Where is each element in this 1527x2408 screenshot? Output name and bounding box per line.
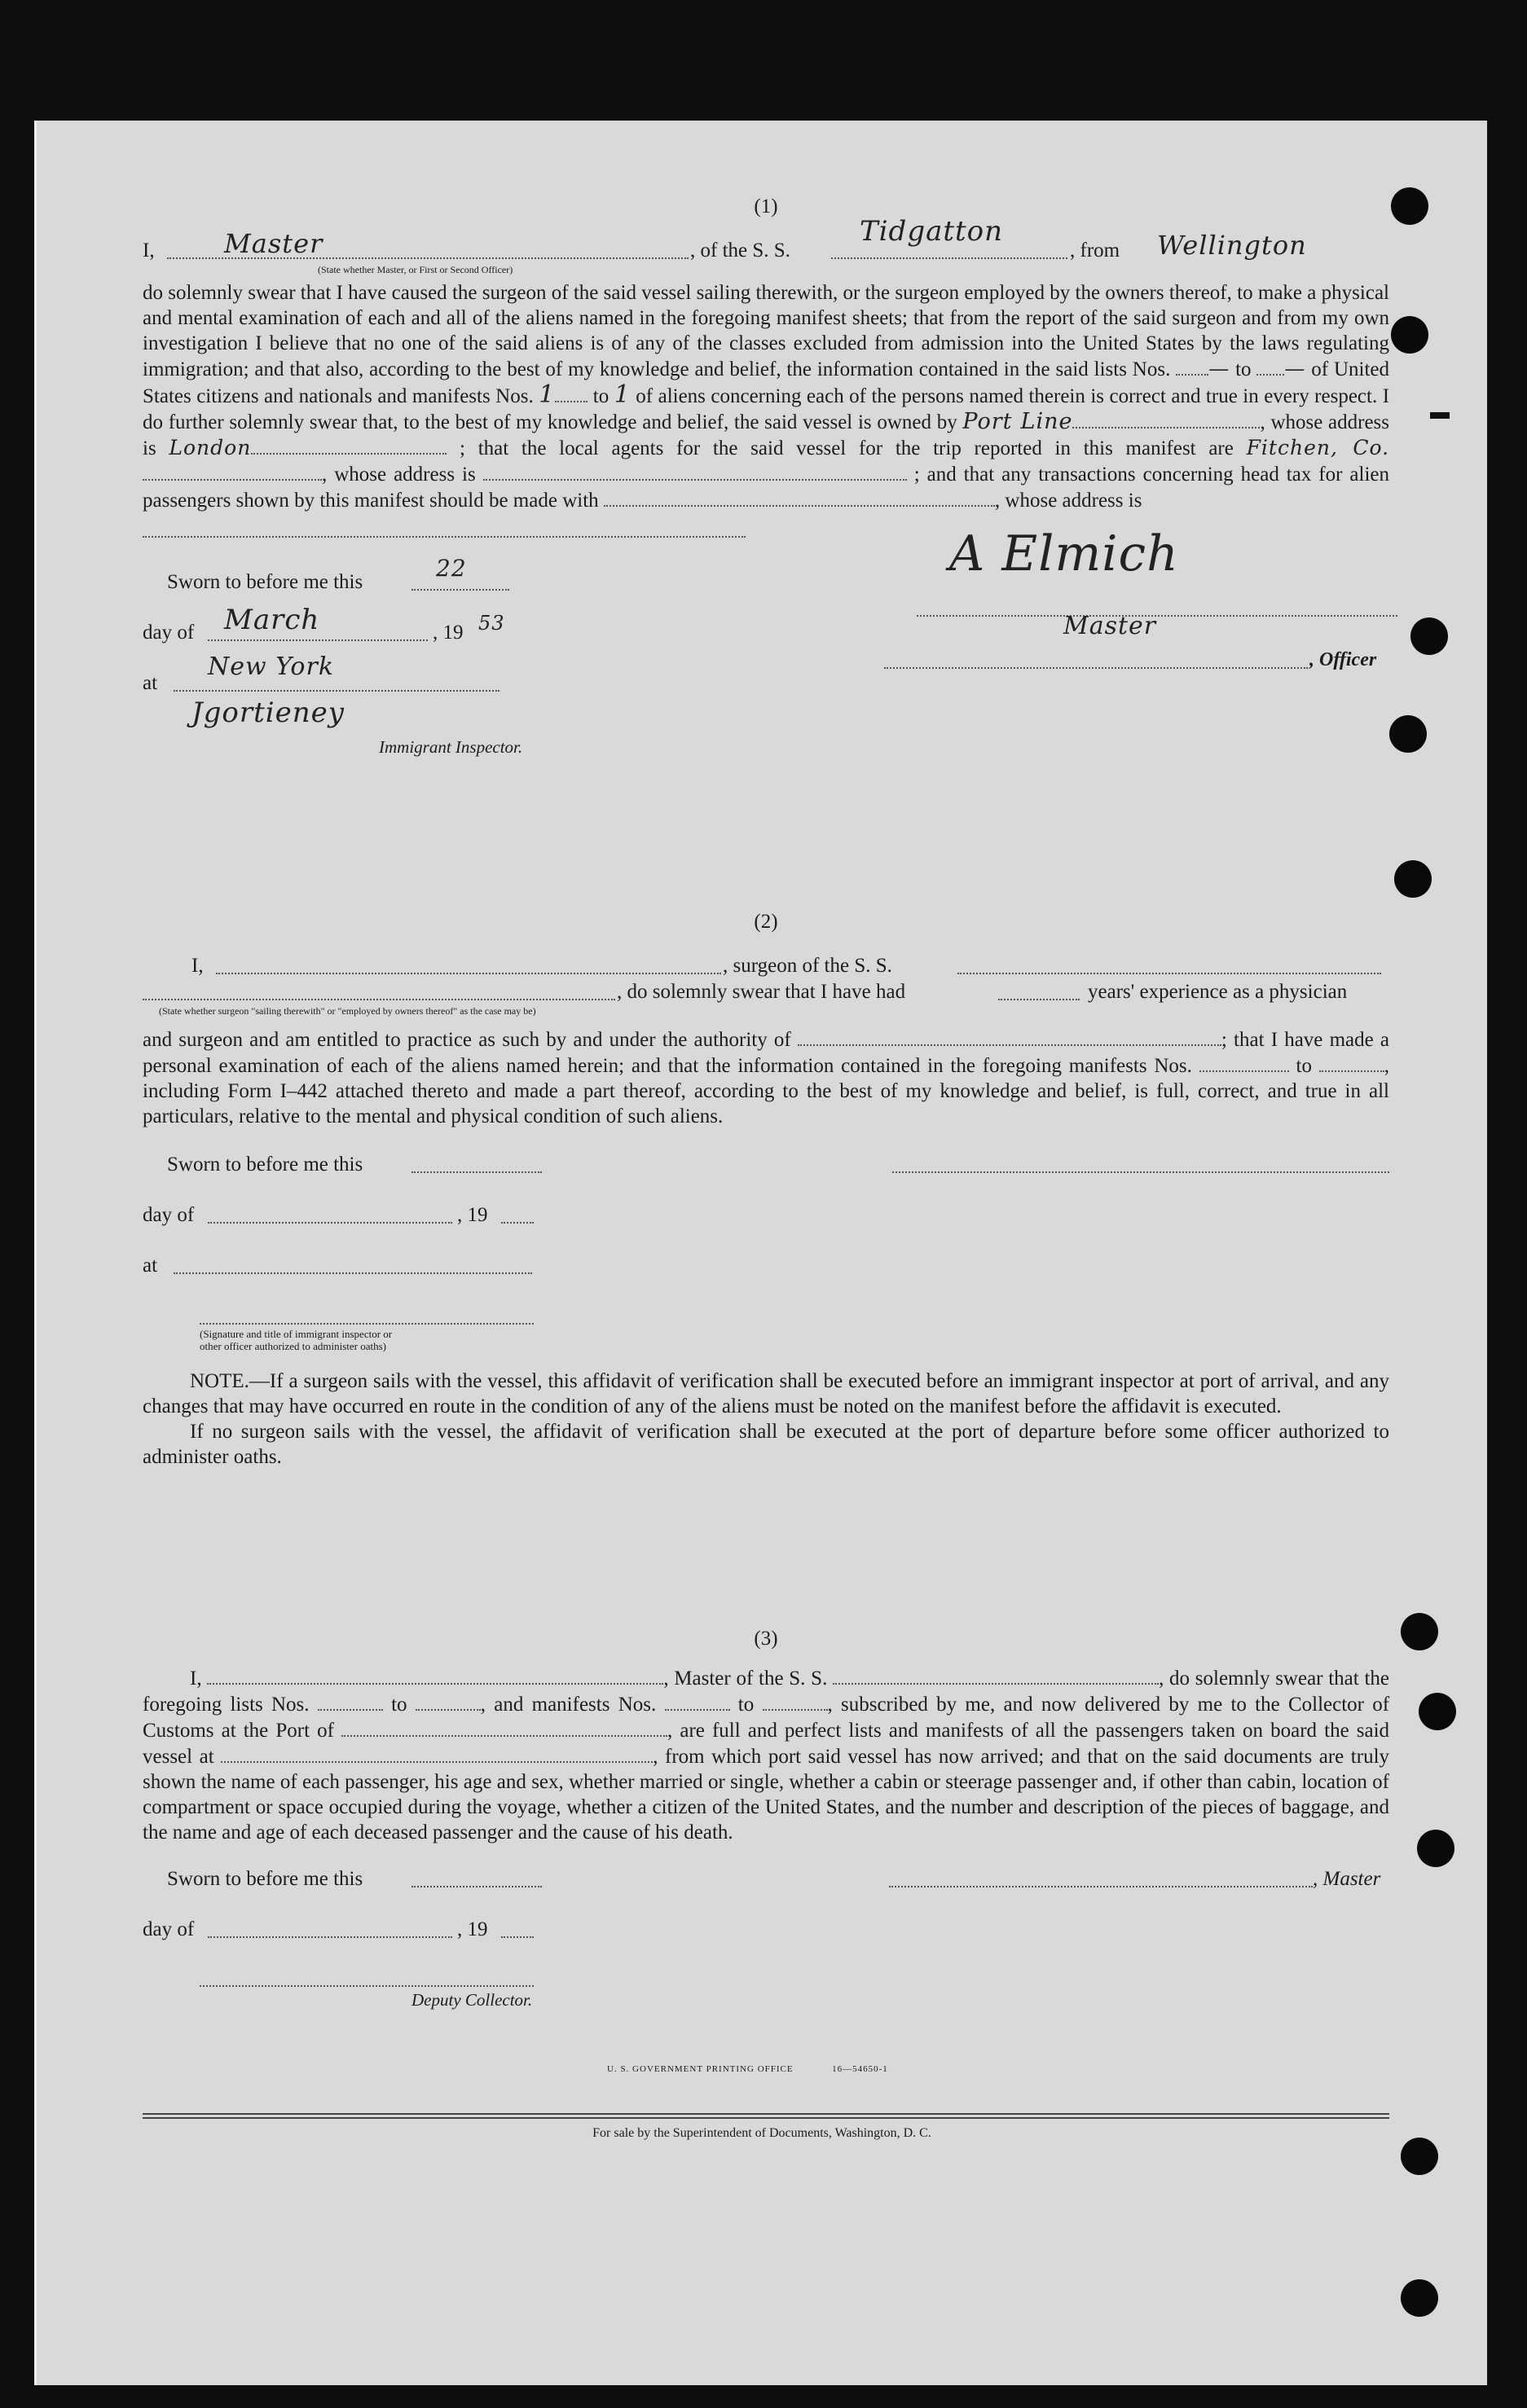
punch-hole bbox=[1391, 187, 1428, 225]
deputy-caption: Deputy Collector. bbox=[411, 1990, 533, 2010]
years-experience-label: , do solemnly swear that I have had bbox=[617, 981, 906, 1003]
to-label: to bbox=[592, 385, 609, 407]
note-heading: NOTE. bbox=[190, 1370, 249, 1392]
punch-hole bbox=[1389, 715, 1427, 753]
gpo-text: U. S. GOVERNMENT PRINTING OFFICE bbox=[607, 2064, 794, 2074]
sworn-label: Sworn to before me this bbox=[167, 1868, 363, 1890]
sale-notice: For sale by the Superintendent of Documents, Washington, D. C. bbox=[592, 2126, 931, 2140]
master-name-blank[interactable] bbox=[207, 1665, 663, 1685]
body-text: , and manifests Nos. bbox=[480, 1694, 657, 1716]
lists-from-value: — bbox=[1208, 357, 1230, 380]
surgeon-ship-blank[interactable] bbox=[957, 955, 1381, 974]
punch-hole bbox=[1401, 1613, 1438, 1650]
year-blank[interactable] bbox=[501, 1918, 534, 1938]
note-text: —If a surgeon sails with the vessel, this affidavit of verification shall be executed before an immigrant inspector at port of arrival, and any changes that may have occurred en route in the condition of any of the aliens must be noted on the manifest before the affidavit is executed. bbox=[143, 1370, 1389, 1417]
owner-handwriting: Port Line bbox=[962, 409, 1073, 434]
manifest-to-blank[interactable] bbox=[1319, 1052, 1384, 1072]
body-text: swear that the foregoing lists Nos. bbox=[143, 1668, 1389, 1716]
lists-to-blank[interactable] bbox=[1256, 356, 1284, 376]
body-text: that I have made a personal examination of each of the aliens named herein; and that the information contained in the foregoing manifests Nos. bbox=[143, 1029, 1389, 1077]
owner-address-label: , whose address is bbox=[143, 411, 1390, 459]
inspector-caption: Immigrant Inspector. bbox=[379, 737, 523, 757]
lists-to-blank[interactable] bbox=[416, 1691, 481, 1711]
body-text: manifests of all the passengers taken on board the said vessel at bbox=[143, 1720, 1390, 1768]
ship-blank[interactable] bbox=[833, 1665, 1159, 1685]
month-blank[interactable] bbox=[208, 1918, 452, 1938]
manifest-from-blank[interactable] bbox=[1199, 1052, 1289, 1072]
body-text: of United States citizens and nationals and manifests Nos. bbox=[143, 358, 1390, 407]
of-ss-label: , of the S. S. bbox=[690, 239, 790, 261]
agents-handwriting: Fitchen, Co. bbox=[1246, 436, 1390, 459]
punch-hole bbox=[1419, 1693, 1456, 1730]
gpo-imprint bbox=[607, 2064, 888, 2074]
note-paragraph bbox=[143, 1419, 1389, 1470]
to-label: to bbox=[1235, 358, 1252, 380]
body-text: , including Form I–442 attached thereto and made a part thereof, according to the best of my knowledge and belief, is full, correct, and true in all particulars, relative to the mental and physical condition of such aliens. bbox=[143, 1055, 1390, 1127]
whose-address-label: , whose address is bbox=[994, 490, 1142, 512]
at-label: at bbox=[143, 1255, 158, 1277]
punch-hole bbox=[1401, 2138, 1438, 2175]
year-label: , 19 bbox=[457, 1204, 488, 1226]
to-label: to bbox=[737, 1694, 755, 1716]
manifest-from-blank[interactable] bbox=[555, 383, 587, 402]
signature-rank-handwriting: Master bbox=[1063, 612, 1157, 640]
body-text: of aliens concerning each of the persons named therein is correct and true in every respect. I do further solemnly swear that, to the best of my knowledge and belief, the said vessel is owned by bbox=[143, 385, 1390, 433]
port-blank[interactable] bbox=[341, 1717, 667, 1737]
punch-hole bbox=[1391, 316, 1428, 354]
body-text: delivered by me to the Collector of Customs at the Port of bbox=[143, 1694, 1390, 1742]
day-of-label: day of bbox=[143, 1204, 195, 1226]
i-label: I, bbox=[191, 955, 204, 977]
day-of-label: day of bbox=[143, 622, 195, 644]
body-text: , subscribed by me, and now bbox=[827, 1694, 1076, 1716]
i-label: I, bbox=[190, 1668, 202, 1690]
section-number: (1) bbox=[754, 196, 778, 218]
master-signature-line[interactable] bbox=[889, 1868, 1313, 1887]
body-text: port said vessel has now arrived; and that on the said documents are truly shown the name of each passenger, his age and sex, whether married or single, whether a cabin or steerage passenger and, if other than cabin, location of compartment or space occupied during the voyage, whether a citizen of the United States, and the number and description of the pieces of baggage, and the name and age of each deceased passenger and the cause of his death. bbox=[143, 1746, 1390, 1843]
manifest-to-blank[interactable] bbox=[763, 1691, 828, 1711]
scan-mark bbox=[1430, 412, 1450, 419]
section-2-surgeon-affidavit bbox=[143, 911, 1389, 1470]
to-label: to bbox=[391, 1694, 407, 1716]
punch-hole bbox=[1417, 1830, 1454, 1867]
section-1-master-affidavit bbox=[143, 196, 1389, 762]
master-signature: A Elmich bbox=[949, 525, 1179, 582]
whose-address-label: whose address is bbox=[334, 464, 476, 486]
head-tax-address-blank[interactable] bbox=[143, 518, 746, 538]
place-blank[interactable] bbox=[174, 1255, 532, 1274]
surgeon-name-blank[interactable] bbox=[216, 955, 721, 974]
agents-address-blank[interactable] bbox=[483, 461, 907, 481]
owner-address-handwriting: London bbox=[169, 436, 252, 459]
caption-line: (Signature and title of immigrant inspector or bbox=[200, 1328, 393, 1340]
year-blank[interactable] bbox=[501, 1204, 534, 1224]
ship-handwriting: Tidgatton bbox=[860, 215, 1004, 248]
year-label: , 19 bbox=[457, 1918, 488, 1940]
section-3-body bbox=[143, 1665, 1389, 1845]
body-text: and surgeon and am entitled to practice as such by and under the authority of bbox=[143, 1029, 791, 1051]
sworn-day-handwriting: 22 bbox=[436, 555, 467, 582]
year-handwriting: 53 bbox=[478, 612, 505, 635]
at-label: at bbox=[143, 672, 158, 694]
authority-blank[interactable] bbox=[798, 1026, 1221, 1046]
manifest-to-value: 1 bbox=[614, 380, 631, 409]
lists-from-blank[interactable] bbox=[1176, 356, 1208, 376]
deputy-signature-line[interactable] bbox=[200, 1967, 534, 1987]
rank-caption: (State whether Master, or First or Second Officer) bbox=[318, 264, 513, 275]
day-of-label: day of bbox=[143, 1918, 195, 1940]
owner-address-blank[interactable] bbox=[251, 435, 447, 455]
officer-line[interactable] bbox=[884, 649, 1308, 669]
inspector-signature-line[interactable] bbox=[200, 1305, 534, 1325]
lists-to-value: — bbox=[1284, 357, 1306, 380]
sworn-day-blank[interactable] bbox=[411, 1868, 542, 1887]
years-blank[interactable] bbox=[998, 981, 1080, 1000]
body-text: , do solemnly bbox=[1159, 1668, 1270, 1690]
sworn-label: Sworn to before me this bbox=[167, 1153, 363, 1175]
punch-hole bbox=[1394, 860, 1432, 898]
body-text: ; and that any transactions concerning head tax for alien passengers shown by this manifest should be made with bbox=[143, 464, 1390, 512]
section-number: (2) bbox=[754, 911, 778, 933]
head-tax-agent-blank[interactable] bbox=[604, 487, 995, 507]
agents-blank[interactable] bbox=[143, 461, 322, 481]
i-label: I, bbox=[143, 239, 155, 261]
body-text: do solemnly swear that I have caused the surgeon of the said vessel sailing therewith, or the surgeon employed by the owners thereof, to make a physical and mental examination of each and all of the aliens named in the foregoing manifest sheets; that from the report of the said surgeon and from my own investigation I believe that no one of the said aliens is of any of the classes excluded from admission into the United States by the laws regulating immigration; and that also, according to the best of my knowledge and belief, the information contained in the said lists Nos. bbox=[143, 282, 1389, 380]
form-number: 16—54650-1 bbox=[832, 2064, 888, 2074]
from-handwriting: Wellington bbox=[1157, 230, 1307, 261]
from-label: , from bbox=[1070, 239, 1120, 261]
footer-rule bbox=[143, 2113, 1389, 2115]
footer-rule bbox=[143, 2117, 1389, 2119]
month-handwriting: March bbox=[224, 604, 320, 636]
section-number: (3) bbox=[754, 1628, 778, 1650]
note-text: If no surgeon sails with the vessel, the affidavit of verification shall be executed at the port of departure before some officer authorized to administer oaths. bbox=[143, 1421, 1389, 1468]
section-2-body: and surgeon and am entitled to practice as such by and under the authority of ; that I have made a personal examination of each of the aliens named herein; and that the information contained in the foregoing manifests Nos. to , including Form I–442 attached thereto and made a part thereof, according to the best of my knowledge and belief, is full, correct, and true in all particulars, relative to the mental and physical condition of such aliens. bbox=[143, 1026, 1389, 1129]
manifest-from-blank[interactable] bbox=[665, 1691, 730, 1711]
inspector-signature: Jgortieney bbox=[191, 696, 345, 729]
note-paragraph bbox=[143, 1369, 1389, 1419]
punch-hole bbox=[1410, 617, 1448, 655]
year-label: , 19 bbox=[433, 622, 464, 644]
owner-blank[interactable] bbox=[1072, 409, 1260, 428]
month-blank[interactable] bbox=[208, 1204, 452, 1224]
sworn-day-blank[interactable] bbox=[411, 1153, 542, 1173]
surgeon-status-blank[interactable] bbox=[143, 981, 615, 1000]
rank-handwriting: Master bbox=[224, 228, 323, 259]
master-label: , Master bbox=[1313, 1868, 1381, 1890]
body-text: , are full and perfect lists and bbox=[667, 1720, 918, 1742]
caption-line: other officer authorized to administer oaths) bbox=[200, 1340, 386, 1352]
surgeon-signature-line[interactable] bbox=[892, 1153, 1389, 1173]
place-handwriting: New York bbox=[208, 653, 334, 681]
to-label: to bbox=[1296, 1055, 1312, 1077]
officer-label: , Officer bbox=[1309, 649, 1377, 670]
inspector-caption bbox=[200, 1328, 392, 1352]
lists-from-blank[interactable] bbox=[318, 1691, 383, 1711]
physician-label: years' experience as a physician bbox=[1088, 981, 1348, 1003]
manifest-affidavit-sheet bbox=[34, 121, 1487, 2385]
sworn-label: Sworn to before me this bbox=[167, 571, 363, 593]
port-of-embarkation-blank[interactable] bbox=[221, 1743, 653, 1763]
master-of-ss-label: , Master of the S. S. bbox=[663, 1668, 828, 1690]
punch-hole bbox=[1401, 2279, 1438, 2317]
surgeon-caption: (State whether surgeon "sailing therewith" or "employed by owners thereof" as the case may be) bbox=[159, 1005, 536, 1017]
section-3-master-delivery-affidavit bbox=[143, 1628, 1389, 2019]
manifest-from-value: 1 bbox=[539, 380, 556, 409]
body-text: , from which bbox=[653, 1746, 762, 1768]
signature-line[interactable] bbox=[917, 597, 1397, 617]
section-1-body: do solemnly swear that I have caused the surgeon of the said vessel sailing therewith, or the surgeon employed by the owners thereof, to make a physical and mental examination of each and all of the aliens named in the foregoing manifest sheets; that from the report of the said surgeon and from my own investigation I believe that no one of the said aliens is of any of the classes excluded from admission into the United States by the laws regulating immigration; and that also, according to the best of my knowledge and belief, the information contained in the said lists Nos. — to — of United States citizens and nationals and manifests Nos. 1 to 1 of aliens concerning each of the persons named therein is correct and true in every respect. I do further solemnly swear that, to the best of my knowledge and belief, the said vessel is owned by Port Line , whose address is London ; that the local agents for the said vessel for the trip reported in this manifest are Fitchen, Co., whose address is ; and that any transactions concerning head tax for alien passengers shown by this manifest should be made with , whose address is bbox=[143, 282, 1390, 512]
body-text: ; that the local agents for the said vessel for the trip reported in this manifest are bbox=[460, 437, 1234, 459]
surgeon-of-ss-label: , surgeon of the S. S. bbox=[723, 955, 892, 977]
